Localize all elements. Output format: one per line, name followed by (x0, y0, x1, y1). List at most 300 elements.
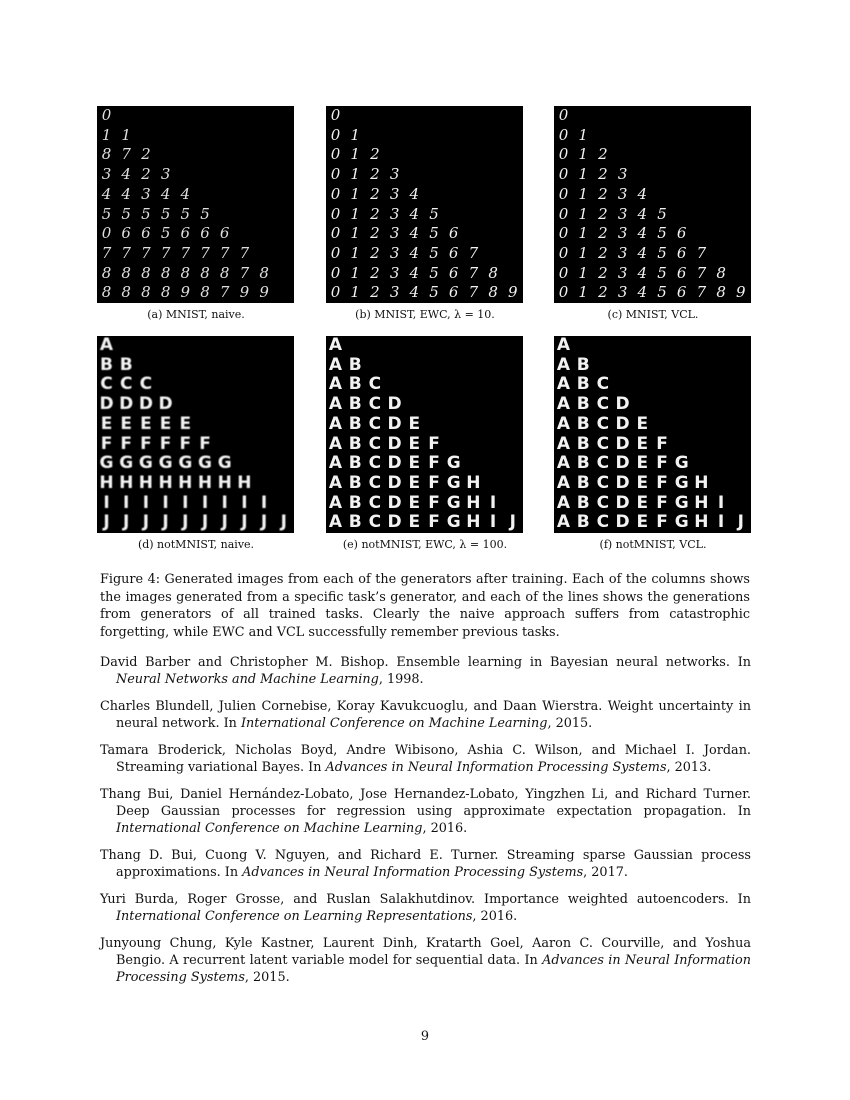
generated-sample: 3 (617, 165, 628, 184)
generated-sample: E (408, 433, 421, 454)
reference-item (100, 742, 751, 776)
figure-caption: Figure 4: Generated images from each of the generators after training. Each of the columns shows the images generated from a specific task’s generator, and each of the lines shows the generations from generators of all trained tasks. Clearly the naive approach suffers from catastrophic forgetting, while EWC and VCL successfully remember previous tasks. (100, 572, 750, 640)
reference-year: , 2016. (422, 821, 468, 836)
generated-sample: 1 (350, 165, 360, 184)
generated-sample: 2 (598, 243, 608, 262)
generated-sample: C (119, 374, 133, 395)
generated-sample: 2 (370, 263, 380, 282)
generated-sample: 0 (330, 184, 341, 203)
subfigure-caption-e: (e) notMNIST, EWC, λ = 100. (342, 538, 508, 551)
generated-sample: B (576, 492, 590, 513)
generated-sample: 0 (101, 224, 112, 243)
generated-sample: C (596, 453, 610, 474)
generated-sample: 7 (200, 243, 210, 262)
generated-sample: 4 (637, 283, 648, 302)
generated-sample: F (428, 433, 440, 454)
reference-title: Weight uncertainty in neural network. In (116, 699, 751, 731)
figure-panel-e (326, 336, 523, 533)
generated-sample: 9 (736, 283, 746, 302)
generated-sample: D (387, 512, 402, 533)
reference-item (100, 935, 751, 986)
generated-sample: H (237, 472, 252, 493)
generated-sample: 4 (637, 243, 648, 262)
reference-title: Deep Gaussian processes for regression using approximate expectation propagation. In (116, 804, 751, 819)
generated-sample: G (178, 453, 193, 474)
generated-sample: 7 (468, 243, 479, 262)
generated-sample: B (100, 354, 113, 375)
generated-sample: 2 (598, 283, 608, 302)
generated-sample: C (368, 512, 382, 533)
generated-sample: D (615, 453, 630, 474)
generated-sample: 8 (200, 263, 210, 282)
generated-sample: 3 (617, 283, 628, 302)
generated-sample: E (120, 413, 132, 434)
generated-sample: I (162, 492, 169, 513)
generated-sample: J (123, 512, 130, 533)
reference-title: Streaming sparse Gaussian process approximations. In (116, 848, 752, 880)
generated-sample: 8 (141, 283, 151, 302)
generated-sample: 0 (330, 263, 341, 282)
generated-sample: 0 (330, 106, 341, 124)
generated-sample: 5 (121, 204, 131, 223)
generated-sample: 7 (141, 243, 151, 262)
reference-authors: Thang Bui, Daniel Hernández-Lobato, Jose Hernandez-Lobato, Yingzhen Li, and Richard Turner. (100, 787, 751, 802)
generated-sample: 3 (389, 165, 400, 184)
generated-sample: H (466, 472, 481, 493)
generated-sample: J (201, 512, 209, 533)
generated-sample: 2 (370, 165, 380, 184)
generated-sample: E (408, 453, 421, 474)
reference-item (100, 847, 751, 881)
generated-sample: 8 (200, 283, 210, 302)
generated-sample: 0 (558, 243, 569, 262)
generated-sample: 6 (448, 243, 459, 262)
generated-sample: 2 (370, 224, 380, 243)
generated-sample: 5 (657, 224, 667, 243)
generated-sample: G (446, 512, 461, 533)
generated-sample: 4 (121, 165, 131, 184)
generated-sample: D (387, 492, 402, 513)
generated-sample: H (138, 472, 153, 493)
generated-sample: H (158, 472, 173, 493)
reference-list (100, 654, 751, 996)
generated-sample: 7 (696, 263, 707, 282)
generated-sample: I (103, 492, 110, 513)
generated-sample: H (217, 472, 232, 493)
generated-sample: J (260, 512, 268, 533)
generated-sample: 3 (141, 184, 151, 203)
generated-sample: D (615, 472, 630, 493)
generated-sample: A (99, 336, 114, 355)
generated-sample: 6 (676, 283, 687, 302)
generated-sample: A (328, 413, 343, 434)
generated-sample: 7 (219, 243, 230, 262)
figure-panel-b (326, 106, 523, 303)
generated-sample: A (328, 336, 343, 355)
generated-sample: G (674, 512, 689, 533)
generated-sample: 7 (219, 283, 230, 302)
generated-sample: 2 (598, 224, 608, 243)
generated-sample: J (142, 512, 150, 533)
reference-item (100, 891, 751, 925)
generated-sample: B (576, 354, 590, 375)
generated-sample: 1 (350, 224, 360, 243)
generated-sample: 1 (350, 184, 360, 203)
reference-title: A recurrent latent variable model for sequential data. In (165, 953, 543, 968)
generated-sample: 6 (676, 224, 687, 243)
generated-sample: 0 (101, 106, 112, 124)
generated-sample: I (241, 492, 248, 513)
reference-venue: Neural Networks and Machine Learning (116, 672, 379, 687)
generated-sample: 3 (617, 184, 628, 203)
generated-sample: A (556, 336, 571, 355)
generated-sample: A (328, 374, 343, 395)
generated-sample: I (260, 492, 268, 513)
generated-sample: 8 (488, 263, 498, 282)
generated-sample: E (408, 492, 421, 513)
generated-sample: 5 (657, 243, 667, 262)
generated-sample: 8 (121, 283, 131, 302)
generated-sample: B (576, 472, 590, 493)
generated-sample: 2 (598, 184, 608, 203)
generated-sample: I (489, 492, 497, 513)
reference-authors: Thang D. Bui, Cuong V. Nguyen, and Richard E. Turner. (100, 848, 499, 863)
generated-sample: D (615, 433, 630, 454)
reference-venue: Advances in Neural Information Processing Systems (116, 953, 751, 985)
generated-sample: C (368, 453, 382, 474)
generated-sample: I (221, 492, 228, 513)
generated-sample: 5 (160, 224, 171, 243)
figure-panel-a (97, 106, 294, 303)
generated-sample: 4 (637, 224, 648, 243)
generated-sample: C (596, 512, 610, 533)
generated-sample: 7 (121, 145, 131, 164)
generated-sample: 4 (409, 263, 420, 282)
generated-sample: 6 (676, 263, 687, 282)
generated-sample: A (328, 453, 343, 474)
generated-sample: G (446, 453, 461, 474)
generated-sample: C (368, 374, 382, 395)
generated-sample: 0 (330, 125, 341, 144)
generated-sample: F (179, 433, 192, 454)
reference-venue: Advances in Neural Information Processing Systems (325, 760, 667, 775)
generated-sample: C (139, 374, 153, 395)
generated-sample: D (138, 394, 153, 415)
generated-sample: 0 (558, 125, 569, 144)
generated-sample: A (328, 512, 343, 533)
subfigure-caption-d: (d) notMNIST, naive. (137, 538, 255, 551)
generated-sample: 4 (160, 184, 171, 203)
generated-sample: B (576, 413, 590, 434)
generated-sample: 5 (429, 263, 439, 282)
generated-sample: A (328, 354, 343, 375)
generated-sample: C (368, 413, 382, 434)
generated-sample: B (348, 394, 362, 415)
generated-sample: G (217, 453, 232, 474)
generated-sample: A (328, 472, 343, 493)
subfigure-caption-c: (c) MNIST, VCL. (607, 308, 699, 321)
generated-sample: 4 (637, 204, 648, 223)
generated-sample: 3 (617, 204, 628, 223)
generated-sample: 3 (389, 204, 400, 223)
reference-authors: David Barber and Christopher M. Bishop. (100, 655, 389, 670)
reference-year: , 2015. (244, 970, 290, 985)
generated-sample: 4 (637, 184, 648, 203)
generated-sample: 0 (330, 224, 341, 243)
generated-sample: J (103, 512, 110, 533)
reference-title: Ensemble learning in Bayesian neural networks. In (388, 655, 751, 670)
generated-sample: 8 (160, 263, 171, 282)
generated-sample: 6 (448, 224, 459, 243)
generated-sample: G (446, 492, 461, 513)
generated-sample: A (556, 374, 571, 395)
generated-sample: A (328, 433, 343, 454)
generated-sample: 8 (101, 263, 112, 282)
generated-sample: 4 (101, 184, 112, 203)
generated-sample: 0 (558, 184, 569, 203)
generated-sample: J (182, 512, 189, 533)
generated-sample: H (178, 472, 193, 493)
generated-sample: G (138, 453, 153, 474)
generated-sample: F (656, 472, 668, 493)
generated-sample: B (576, 433, 590, 454)
reference-year: , 2017. (583, 865, 628, 880)
generated-sample: B (348, 413, 362, 434)
generated-sample: D (387, 413, 402, 434)
generated-sample: G (198, 453, 212, 474)
generated-sample: A (328, 492, 343, 513)
generated-sample: C (596, 433, 610, 454)
generated-sample: 3 (101, 165, 112, 184)
generated-sample: I (123, 492, 130, 513)
generated-sample: B (348, 433, 362, 454)
generated-sample: E (159, 413, 172, 434)
generated-sample: 1 (350, 263, 360, 282)
generated-sample: 1 (578, 204, 588, 223)
generated-sample: 8 (259, 263, 269, 282)
generated-sample: 2 (370, 283, 380, 302)
generated-sample: 7 (468, 263, 479, 282)
generated-sample: B (576, 394, 590, 415)
generated-sample: F (428, 472, 440, 493)
generated-sample: 8 (141, 263, 151, 282)
generated-sample: 6 (141, 224, 151, 243)
generated-sample: 6 (180, 224, 191, 243)
generated-sample: C (368, 394, 382, 415)
generated-sample: E (179, 413, 192, 434)
generated-sample: 9 (239, 283, 250, 302)
generated-sample: D (387, 453, 402, 474)
generated-sample: 3 (617, 263, 628, 282)
generated-sample: C (368, 492, 382, 513)
generated-sample: 5 (180, 204, 191, 223)
generated-sample: A (328, 394, 343, 415)
generated-sample: H (99, 472, 114, 493)
generated-sample: E (636, 413, 649, 434)
generated-sample: 7 (696, 283, 707, 302)
generated-sample: C (596, 492, 610, 513)
generated-sample: A (556, 413, 571, 434)
figure-panel-f (554, 336, 751, 533)
generated-sample: J (509, 512, 516, 533)
generated-sample: A (556, 472, 571, 493)
reference-authors: Tamara Broderick, Nicholas Boyd, Andre Wibisono, Ashia C. Wilson, and Michael I. Jordan. (100, 743, 751, 758)
generated-sample: 0 (330, 283, 341, 302)
reference-authors: Junyoung Chung, Kyle Kastner, Laurent Dinh, Kratarth Goel, Aaron C. Courville, and Yoshua Bengio. (100, 936, 751, 968)
generated-sample: E (636, 472, 649, 493)
generated-sample: F (120, 433, 132, 454)
generated-sample: H (197, 472, 213, 493)
generated-sample: 3 (389, 263, 400, 282)
generated-sample: 1 (578, 263, 588, 282)
generated-sample: 0 (330, 145, 341, 164)
generated-sample: E (408, 512, 421, 533)
generated-sample: E (636, 433, 649, 454)
generated-sample: E (408, 413, 421, 434)
generated-sample: F (428, 492, 440, 513)
generated-sample: 8 (219, 263, 230, 282)
reference-item (100, 786, 751, 837)
generated-sample: 7 (696, 243, 707, 262)
generated-sample: 1 (350, 145, 360, 164)
generated-sample: 6 (121, 224, 131, 243)
reference-title: Streaming variational Bayes. In (116, 760, 326, 775)
generated-sample: H (694, 512, 709, 533)
generated-sample: E (100, 413, 113, 434)
generated-sample: I (717, 492, 725, 513)
generated-sample: C (100, 374, 113, 395)
reference-year: , 2015. (547, 716, 593, 731)
generated-sample: B (348, 453, 362, 474)
generated-sample: 5 (200, 204, 210, 223)
generated-sample: B (576, 374, 590, 395)
generated-sample: 6 (219, 224, 230, 243)
generated-sample: 0 (558, 224, 569, 243)
generated-sample: J (241, 512, 248, 533)
generated-sample: A (556, 433, 571, 454)
generated-sample: 0 (330, 204, 341, 223)
generated-sample: F (428, 512, 440, 533)
generated-sample: G (99, 453, 114, 474)
generated-sample: 5 (429, 224, 439, 243)
generated-sample: H (694, 472, 709, 493)
generated-sample: F (656, 453, 668, 474)
generated-sample: C (596, 374, 610, 395)
generated-sample: 2 (598, 145, 608, 164)
subfigure-caption-b: (b) MNIST, EWC, λ = 10. (355, 308, 495, 321)
generated-sample: C (596, 413, 610, 434)
generated-sample: H (466, 492, 481, 513)
generated-sample: D (387, 394, 402, 415)
generated-sample: 9 (259, 283, 269, 302)
generated-sample: D (387, 433, 402, 454)
generated-sample: 4 (409, 283, 420, 302)
generated-sample: 5 (429, 204, 439, 223)
generated-sample: 7 (180, 243, 191, 262)
generated-sample: 4 (637, 263, 648, 282)
generated-sample: A (556, 354, 571, 375)
generated-sample: 0 (330, 165, 341, 184)
generated-sample: J (280, 512, 287, 533)
generated-sample: 2 (370, 145, 380, 164)
generated-sample: 1 (350, 283, 360, 302)
generated-sample: 2 (598, 165, 608, 184)
generated-sample: 2 (370, 184, 380, 203)
generated-sample: 2 (370, 243, 380, 262)
generated-sample: H (119, 472, 134, 493)
generated-sample: 3 (160, 165, 171, 184)
generated-sample: B (348, 374, 362, 395)
generated-sample: 5 (101, 204, 112, 223)
generated-sample: J (221, 512, 228, 533)
figure-panel-d (97, 336, 294, 533)
generated-sample: A (556, 512, 571, 533)
generated-sample: 5 (141, 204, 151, 223)
generated-sample: B (576, 512, 590, 533)
generated-sample: 8 (716, 283, 726, 302)
generated-sample: 3 (389, 243, 400, 262)
generated-sample: 1 (578, 165, 588, 184)
generated-sample: A (556, 453, 571, 474)
generated-sample: 5 (657, 283, 667, 302)
generated-sample: D (119, 394, 134, 415)
generated-sample: 1 (121, 125, 131, 144)
generated-sample: 7 (160, 243, 171, 262)
reference-authors: Yuri Burda, Roger Grosse, and Ruslan Salakhutdinov. (100, 892, 476, 907)
generated-sample: 0 (558, 145, 569, 164)
generated-sample: D (615, 492, 630, 513)
generated-sample: 5 (657, 263, 667, 282)
generated-sample: 4 (180, 184, 191, 203)
generated-sample: 3 (617, 224, 628, 243)
generated-sample: D (615, 512, 630, 533)
generated-sample: A (556, 492, 571, 513)
generated-sample: E (408, 472, 421, 493)
generated-sample: 0 (330, 243, 341, 262)
generated-sample: 1 (578, 145, 588, 164)
generated-sample: 0 (558, 165, 569, 184)
generated-sample: 1 (578, 125, 588, 144)
generated-sample: I (182, 492, 189, 513)
generated-sample: 0 (558, 204, 569, 223)
generated-sample: 2 (598, 263, 608, 282)
figure-panel-c (554, 106, 751, 303)
generated-sample: F (428, 453, 440, 474)
generated-sample: J (737, 512, 744, 533)
generated-sample: F (159, 433, 172, 454)
generated-sample: C (596, 472, 610, 493)
generated-sample: 5 (429, 243, 439, 262)
generated-sample: H (694, 492, 709, 513)
generated-sample: G (119, 453, 134, 474)
generated-sample: D (387, 472, 402, 493)
generated-sample: 7 (468, 283, 479, 302)
generated-sample: I (717, 512, 725, 533)
reference-title: Importance weighted autoencoders. In (475, 892, 751, 907)
reference-venue: Advances in Neural Information Processing Systems (242, 865, 584, 880)
generated-sample: 8 (180, 263, 191, 282)
generated-sample: 1 (578, 184, 588, 203)
generated-sample: J (162, 512, 169, 533)
generated-sample: E (140, 413, 152, 434)
generated-sample: 8 (160, 283, 171, 302)
generated-sample: 1 (101, 125, 112, 144)
generated-sample: B (576, 453, 590, 474)
generated-sample: B (348, 512, 362, 533)
generated-sample: 0 (558, 106, 569, 124)
generated-sample: 8 (488, 283, 498, 302)
generated-sample: F (656, 512, 668, 533)
